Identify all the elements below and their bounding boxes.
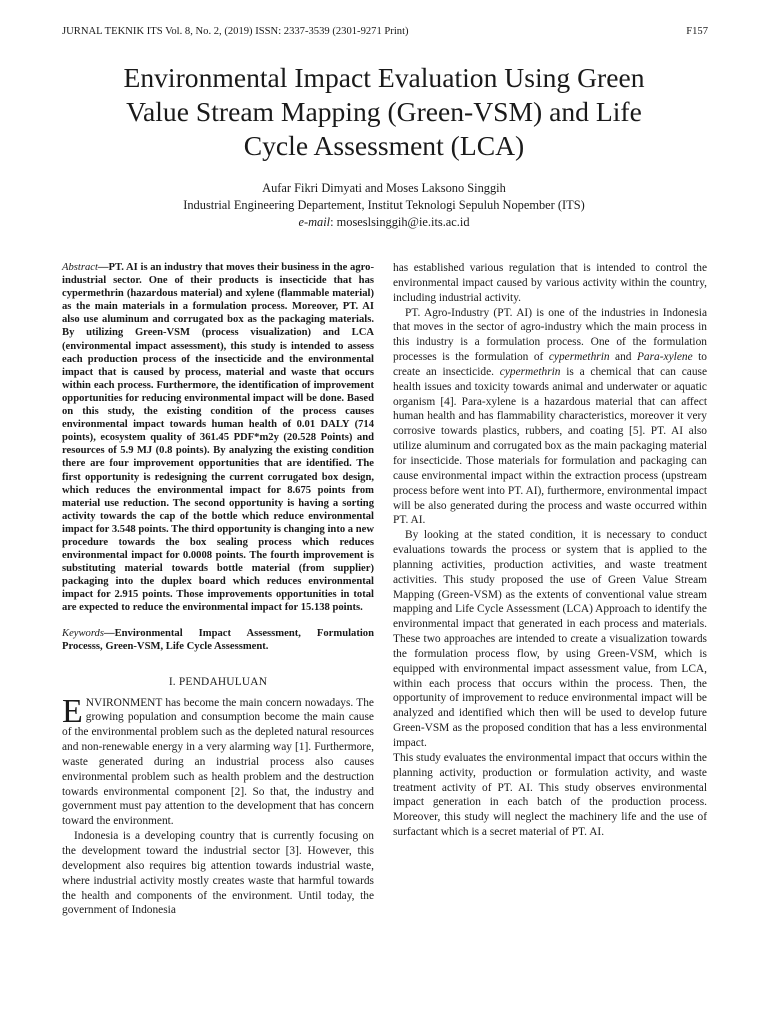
page-number: F157 bbox=[686, 26, 708, 37]
right-paragraph-3: By looking at the stated condition, it is necessary to conduct evaluations towards the process or system that is applied to the planning activities, production activities, and waste treatment activities. This study proposed the use of Green Value Stream Mapping (Green-VSM) as the extents of conventional value stream mapping and Life Cycle Assessment (LCA) Approach to identify the environmental impact that generated in each process and materials. These two approaches are intended to create a visualization towards the formulation process flow, by using Green-VSM, which is equipped with environmental impact assessment value, from LCA, within each process that occurs within the process. Then, the opportunity of improvement to reduce environmental impact will be analyzed and identified which then will be used to develop future Green-VSM as the proposed condition that has a less environmental impact. bbox=[393, 529, 707, 749]
title-line-2: Value Stream Mapping (Green-VSM) and Life bbox=[126, 96, 642, 127]
term-cypermethrin: cypermethrin bbox=[548, 351, 610, 364]
author-email bbox=[60, 214, 708, 231]
intro-paragraph-1-text: NVIRONMENT has become the main concern nowadays. The growing population and consumption become the main cause of the environmental problem such as the depleted natural resources and non-renewable energy in a very alarming way [1]. Furthermore, waste generated during an industrial process also causes environmental problem such as health problem and the destruction towards environmental component [2]. So that, the industry and government must pay attention to the development that has concern toward the environment. bbox=[62, 696, 374, 828]
term-cypermethrin: cypermethrin bbox=[499, 365, 561, 378]
paragraph-text: is a chemical that can cause health issues and toxicity towards animal and underwater or aquatic organism [4]. Para-xylene is a hazardous material that can affect human health and has flammability characteristics, moreover it very corrosive towards plastics, rubbers, and coating [5]. PT. AI also utilize aluminum and corrugated box as the main packaging material for insecticide. Those materials for formulation and packaging can cause environmental impact within the extraction process (upstream process before went into PT. AI), furthermore, environmental impact will be also generated during the process and waste occurred within PT. AI. bbox=[393, 365, 707, 527]
title-line-1: Environmental Impact Evaluation Using Green bbox=[123, 62, 645, 93]
drop-cap: E bbox=[62, 692, 83, 730]
paragraph-text: to create an insecticide. bbox=[393, 351, 707, 378]
running-header bbox=[62, 24, 708, 40]
right-paragraph-1: has established various regulation that is intended to control the environmental impact caused by various activity within the country, including industrial activity. bbox=[393, 262, 707, 304]
paper-title bbox=[60, 61, 708, 163]
keywords-text: —Environmental Impact Assessment, Formulation Processs, Green-VSM, Life Cycle Assessment. bbox=[62, 627, 374, 652]
email-address: : moseslsinggih@ie.its.ac.id bbox=[330, 215, 470, 229]
left-column bbox=[62, 261, 374, 918]
paragraph-text: and bbox=[609, 351, 637, 364]
author-affiliation: Industrial Engineering Departement, Institut Teknologi Sepuluh Nopember (ITS) bbox=[183, 198, 585, 212]
title-line-3: Cycle Assessment (LCA) bbox=[243, 130, 525, 161]
section-heading-introduction: I. PENDAHULUAN bbox=[168, 675, 268, 688]
paragraph-text: PT. Agro-Industry (PT. AI) is one of the industries in Indonesia that moves in the sector of agro-industry which the main process in this industry is a formulation process. One of the formulation processes is the formulation of bbox=[393, 306, 707, 364]
right-paragraph-4: This study evaluates the environmental impact that occurs within the planning activity, production or formulation activity, and waste treatment activity of PT. AI. This study observes environmental impact generation in each batch of the production process. Moreover, this study will neglect the machinery life and the use of surfactant which is a secret material of PT. AI. bbox=[393, 751, 707, 839]
keywords-label: Keywords bbox=[62, 627, 104, 639]
right-column bbox=[393, 261, 707, 840]
author-names: Aufar Fikri Dimyati and Moses Laksono Singgih bbox=[262, 181, 506, 195]
journal-citation: JURNAL TEKNIK ITS Vol. 8, No. 2, (2019) ISSN: 2337-3539 (2301-9271 Print) bbox=[62, 26, 409, 37]
right-paragraph-2 bbox=[393, 306, 707, 529]
abstract bbox=[62, 261, 374, 615]
intro-paragraph-2: Indonesia is a developing country that is currently focusing on the development toward the industrial sector [3]. However, this development also requires big attention towards industrial waste, where industrial activity mostly creates waste that harmful towards the health and components of the environment. Until today, the government of Indonesia bbox=[62, 830, 374, 917]
keywords bbox=[62, 627, 374, 653]
intro-paragraph-1 bbox=[62, 692, 374, 830]
abstract-label: Abstract bbox=[62, 262, 98, 273]
email-label: e-mail bbox=[298, 215, 331, 229]
abstract-text: —PT. AI is an industry that moves their business in the agro-industrial sector. One of their products is insecticide that has cypermethrin (hazardous material) and xylene (flammable material) as the main materials in a formulation process. Moreover, PT. AI also use aluminum and corrugated box as the packaging materials. By utilizing Green-VSM (process visualization) and LCA (environmental impact assessment), this study is intended to assess each production process of the insecticide and the environmental impact that is caused by process, material and waste that occurs within each process. Furthermore, the identification of improvement opportunities for reducing environmental impact will be done. Based on this study, the existing condition of the process causes environmental impact towards human health of 0.01 DALY (714 points), ecosystem quality of 361.45 PDF*m2y (20.528 Points) and resources of 5.9 MJ (0.8 points). By analyzing the existing condition there are four improvement opportunities that are identified. The first opportunity is redesigning the current corrugated box design, which reduces the environmental impact for 8.675 points from material use reduction. The second opportunity is having a sorting activity towards the cap of the bottle which reduce environmental impact for 3.548 points. The third opportunity is changing into a new procedure towards the box sealing process which reduces environmental impact for 0.0008 points. The fourth improvement is substituting material towards bottle material (from supplier) packaging into the duplex board which reduces environmental impact for 2.915 points. Those improvements opportunities in total are expected to reduce the environmental impact for 15.138 points. bbox=[62, 262, 374, 614]
author-block bbox=[60, 180, 708, 231]
term-para-xylene: Para-xylene bbox=[636, 351, 693, 364]
